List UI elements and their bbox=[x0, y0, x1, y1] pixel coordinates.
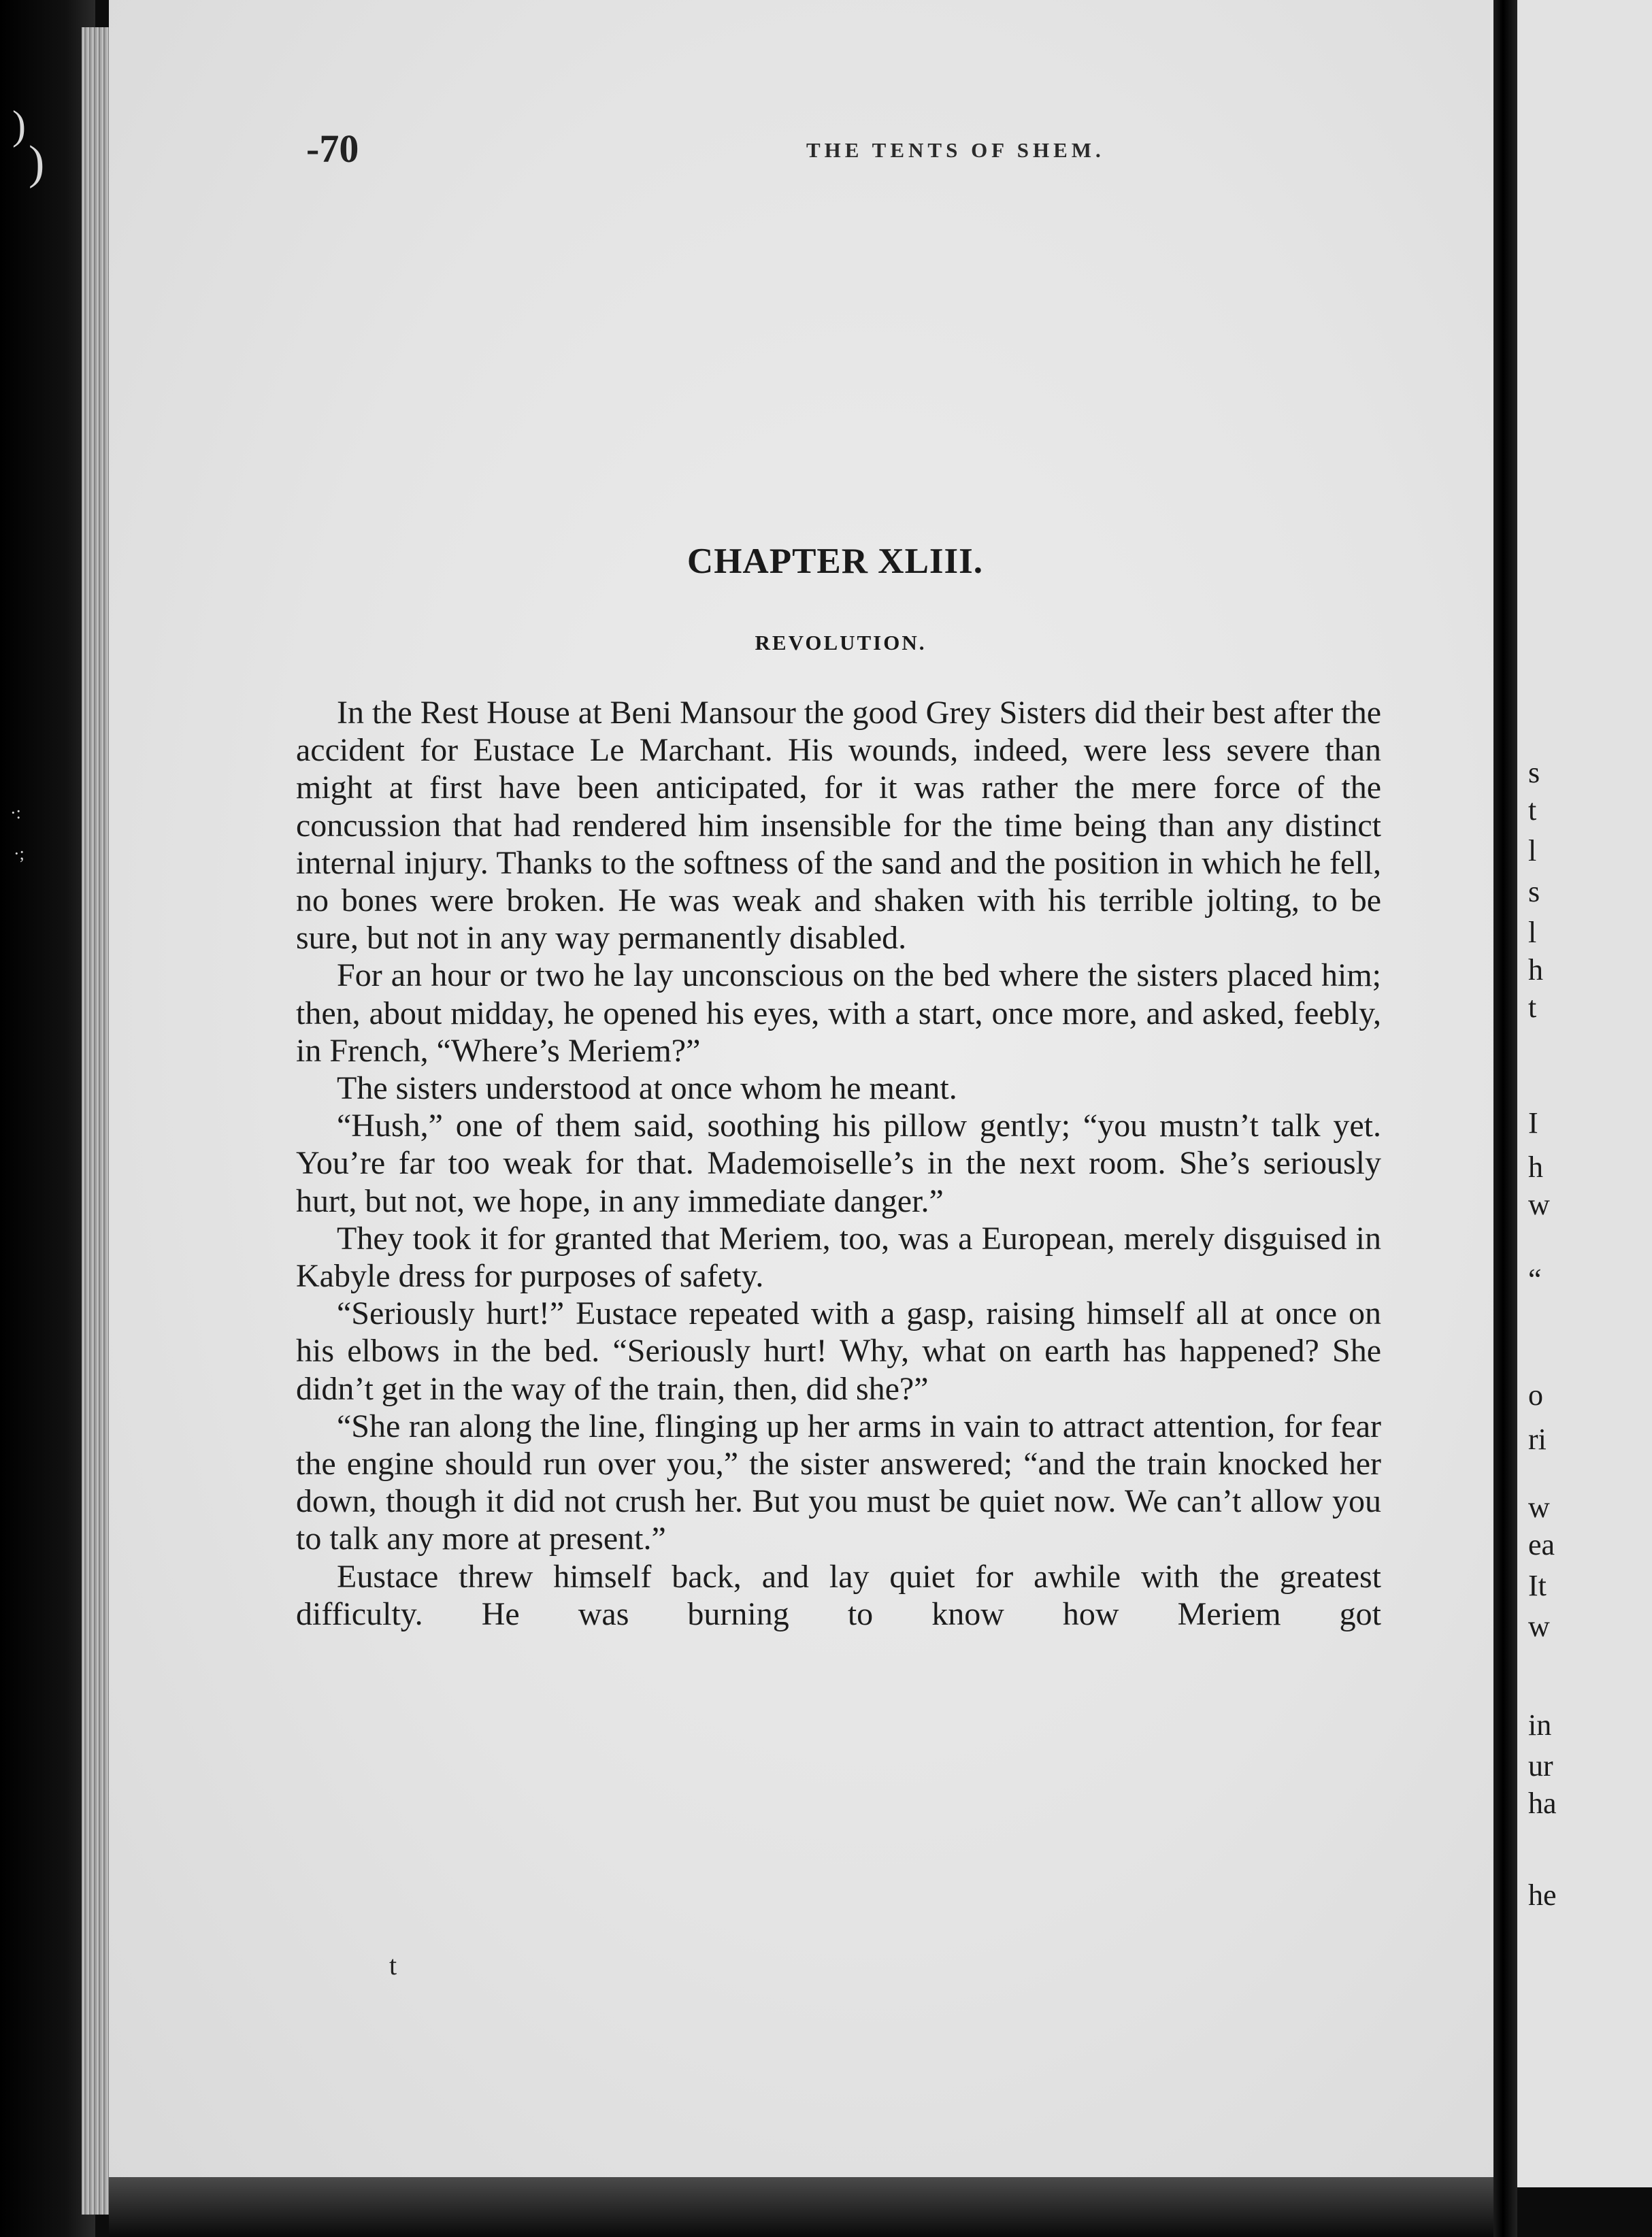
adjacent-page-fragment: l bbox=[1528, 916, 1537, 949]
scan-artifact-dots: ·; bbox=[14, 844, 24, 863]
adjacent-page-fragment: w bbox=[1528, 1491, 1550, 1524]
adjacent-page-fragment: t bbox=[1528, 793, 1537, 827]
running-title: THE TENTS OF SHEM. bbox=[806, 138, 1105, 162]
book-gutter bbox=[1493, 0, 1517, 2237]
body-text bbox=[296, 694, 1381, 1633]
running-head bbox=[109, 126, 1493, 173]
adjacent-page-fragment: I bbox=[1528, 1106, 1538, 1140]
chapter-heading: CHAPTER XLIII. bbox=[687, 542, 984, 581]
adjacent-page-fragment: “ bbox=[1528, 1263, 1542, 1296]
scan-artifact-dots: ·: bbox=[10, 803, 21, 823]
footer-mark: t bbox=[389, 1950, 397, 1981]
adjacent-page-fragment: h bbox=[1528, 1150, 1543, 1184]
adjacent-page-fragment: l bbox=[1528, 834, 1537, 867]
adjacent-page-fragment: h bbox=[1528, 953, 1543, 987]
adjacent-page-fragment: w bbox=[1528, 1188, 1550, 1221]
adjacent-page-fragment: ea bbox=[1528, 1528, 1555, 1561]
adjacent-page-fragment: w bbox=[1528, 1610, 1550, 1643]
scan-artifact-mark: ) bbox=[12, 103, 26, 148]
adjacent-page-fragment: t bbox=[1528, 991, 1537, 1024]
paragraph: “She ran along the line, flinging up her arms in vain to attract attention, for fear the engine should run over you,” the sister answered; “and the train knocked her down, though it did not crush her. But you must be quiet now. We can’t allow you to talk any more at present.” bbox=[296, 1408, 1381, 1557]
adjacent-page-fragment: ri bbox=[1528, 1423, 1547, 1456]
adjacent-page-fragment: he bbox=[1528, 1878, 1557, 1912]
adjacent-page-fragment: o bbox=[1528, 1378, 1543, 1412]
scan-left-border bbox=[0, 0, 95, 2237]
paragraph: “Seriously hurt!” Eustace repeated with a gasp, raising himself all at once on his elbows in the bed. “Seriously hurt! Why, what on earth has happened? She didn’t get in the way of the train, then, did she?” bbox=[296, 1295, 1381, 1407]
adjacent-page-fragment: ha bbox=[1528, 1787, 1557, 1820]
scan-artifact-mark: ) bbox=[29, 137, 45, 189]
adjacent-page bbox=[1517, 0, 1652, 2187]
paragraph: Eustace threw himself back, and lay quiet for awhile with the greatest difficulty. He was burning to know how Meriem got bbox=[296, 1558, 1381, 1632]
paragraph: “Hush,” one of them said, soothing his pillow gently; “you mustn’t talk yet. You’re far too weak for that. Mademoiselle’s in the next room. She’s seriously hurt, but not, we hope, in any immediate danger.” bbox=[296, 1108, 1381, 1219]
page-bottom-shadow bbox=[109, 2177, 1493, 2237]
page-number: -70 bbox=[306, 127, 359, 171]
paragraph: For an hour or two he lay unconscious on the bed where the sisters placed him; then, about midday, he opened his eyes, with a start, once more, and asked, feebly, in French, “Where’s Meriem?” bbox=[296, 957, 1381, 1069]
paragraph: The sisters understood at once whom he meant. bbox=[337, 1070, 957, 1107]
adjacent-page-fragment: in bbox=[1528, 1708, 1552, 1742]
paragraph: In the Rest House at Beni Mansour the good Grey Sisters did their best after the accident for Eustace Le Marchant. His wounds, indeed, were less severe than might at first have been anticipated, for it was rather the mere force of the concussion that had rendered him insensible for the time being than any distinct internal injury. Thanks to the softness of the sand and the position in which he fell, no bones were broken. He was weak and shaken with his terrible jolting, to be sure, but not in any way permanently disabled. bbox=[296, 695, 1381, 957]
adjacent-page-fragment: ur bbox=[1528, 1749, 1553, 1783]
adjacent-page-fragment: It bbox=[1528, 1569, 1547, 1602]
adjacent-page-fragment: s bbox=[1528, 756, 1540, 789]
book-page bbox=[109, 0, 1493, 2187]
paragraph: They took it for granted that Meriem, too, was a European, merely disguised in Kabyle dress for purposes of safety. bbox=[296, 1220, 1381, 1295]
chapter-subtitle: REVOLUTION. bbox=[755, 631, 927, 654]
adjacent-page-fragment: s bbox=[1528, 875, 1540, 908]
